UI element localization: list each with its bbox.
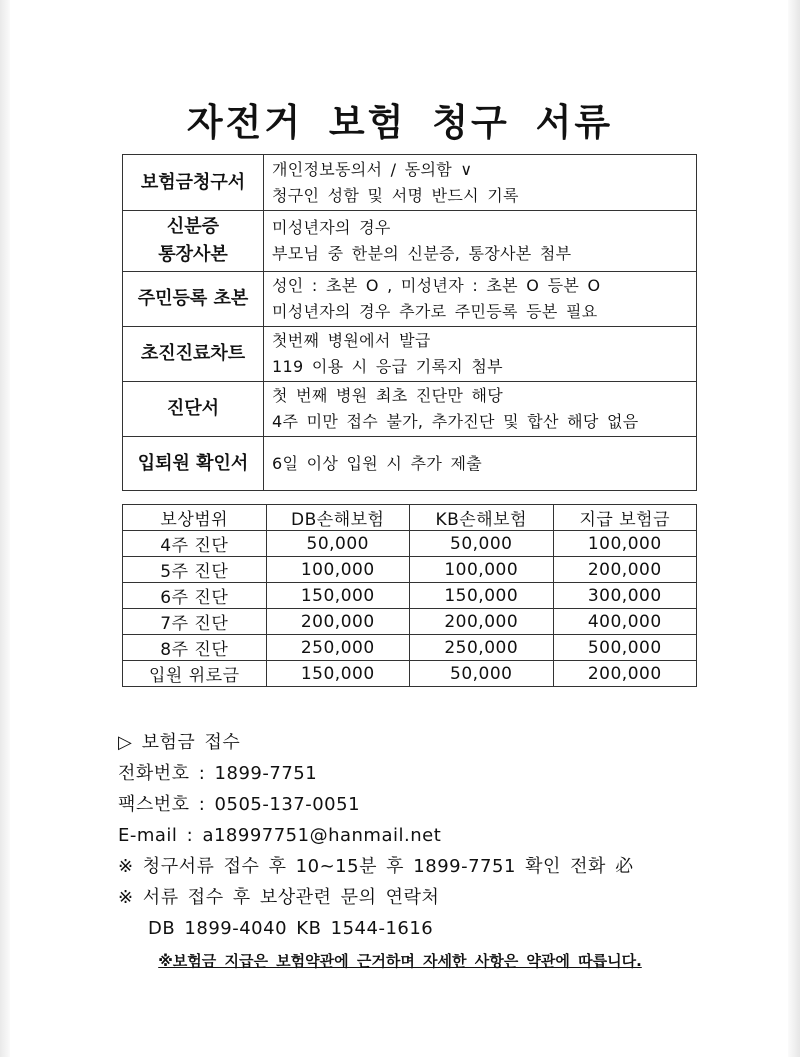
payout-header-cell: 지급 보험금 — [553, 505, 697, 531]
payout-cell: 200,000 — [266, 609, 410, 635]
payout-cell: 200,000 — [553, 557, 697, 583]
contact-heading: ▷ 보험금 접수 — [118, 732, 241, 753]
payout-cell: 500,000 — [553, 635, 697, 661]
document-description-line: 첫 번째 병원 최초 진단만 해당 — [272, 386, 504, 405]
document-label-line: 초진진료차트 — [140, 343, 246, 364]
payout-row — [123, 531, 697, 557]
document-description-line: 청구인 성함 및 서명 반드시 기록 — [272, 185, 519, 205]
document-label-line: 입퇴원 확인서 — [137, 452, 249, 474]
document-description-line: 6일 이상 입원 시 추가 제출 — [272, 453, 482, 473]
payout-row — [123, 609, 697, 635]
document-description — [264, 272, 697, 327]
payout-cell: 50,000 — [410, 531, 554, 557]
payout-row — [123, 557, 697, 583]
document-row — [123, 327, 697, 382]
document-label — [123, 437, 264, 491]
document-row — [123, 437, 697, 491]
document-label-line: 신분증 — [166, 216, 220, 237]
payout-cell: 400,000 — [553, 609, 697, 635]
document-description-line: 성인 : 초본 O , 미성년자 : 초본 O 등본 O — [272, 276, 601, 295]
payout-header-cell: KB손해보험 — [410, 505, 554, 531]
payout-cell: 200,000 — [410, 609, 554, 635]
payout-cell: 150,000 — [266, 583, 410, 609]
document-description — [264, 211, 697, 272]
payout-cell: 100,000 — [266, 557, 410, 583]
page-title: 자전거 보험 청구 서류 — [186, 101, 614, 144]
document-row — [123, 211, 697, 272]
payout-cell: 100,000 — [410, 557, 554, 583]
document-label — [123, 272, 264, 327]
payout-cell: 250,000 — [410, 635, 554, 661]
payout-cell: 7주 진단 — [123, 609, 267, 635]
phone-number: 전화번호 : 1899-7751 — [118, 763, 318, 784]
document-row — [123, 382, 697, 437]
document-label-line: 보험금청구서 — [140, 171, 246, 193]
terms-footnote: ※보험금 지급은 보험약관에 근거하며 자세한 사항은 약관에 따릅니다. — [158, 952, 642, 970]
document-description-line: 첫번째 병원에서 발급 — [272, 331, 431, 350]
payout-cell: 4주 진단 — [123, 531, 267, 557]
document-label-line: 통장사본 — [158, 244, 228, 265]
document-label — [123, 327, 264, 382]
payout-cell: 150,000 — [266, 661, 410, 687]
payout-cell: 100,000 — [553, 531, 697, 557]
document-description-line: 부모님 중 한분의 신분증, 통장사본 첨부 — [272, 244, 572, 263]
document-label — [123, 382, 264, 437]
document-description-line: 개인정보동의서 / 동의함 ∨ — [272, 159, 473, 179]
payout-cell: 5주 진단 — [123, 557, 267, 583]
document-description — [264, 437, 697, 491]
payout-row — [123, 661, 697, 687]
confirm-call-note: ※ 청구서류 접수 후 10~15분 후 1899-7751 확인 전화 必 — [118, 856, 634, 877]
document-label-line: 주민등록 초본 — [137, 288, 249, 309]
document-label-line: 진단서 — [166, 398, 220, 419]
payout-header-row — [123, 505, 697, 531]
document-description-line: 미성년자의 경우 — [272, 218, 391, 237]
document-description-line: 미성년자의 경우 추가로 주민등록 등본 필요 — [272, 302, 598, 321]
page-shadow-left — [0, 0, 10, 1057]
payout-row — [123, 583, 697, 609]
payout-cell: 150,000 — [410, 583, 554, 609]
payout-cell: 50,000 — [266, 531, 410, 557]
document-label — [123, 155, 264, 211]
payout-cell: 300,000 — [553, 583, 697, 609]
payout-cell: 50,000 — [410, 661, 554, 687]
inquiry-note: ※ 서류 접수 후 보상관련 문의 연락처 — [118, 887, 440, 908]
document-label — [123, 211, 264, 272]
payout-cell: 6주 진단 — [123, 583, 267, 609]
document-description — [264, 327, 697, 382]
document-description — [264, 155, 697, 211]
payout-cell: 250,000 — [266, 635, 410, 661]
document-row — [123, 155, 697, 211]
document-description — [264, 382, 697, 437]
document-row — [123, 272, 697, 327]
email-address: E-mail : a18997751@hanmail.net — [118, 825, 442, 846]
payout-cell: 입원 위로금 — [123, 661, 267, 687]
fax-number: 팩스번호 : 0505-137-0051 — [118, 794, 361, 815]
payout-header-cell: DB손해보험 — [266, 505, 410, 531]
document-description-line: 119 이용 시 응급 기록지 첨부 — [272, 357, 503, 376]
required-documents-table — [122, 154, 697, 491]
payout-cell: 8주 진단 — [123, 635, 267, 661]
inquiry-numbers: DB 1899-4040 KB 1544-1616 — [148, 918, 434, 939]
payout-header-cell: 보상범위 — [123, 505, 267, 531]
document-description-line: 4주 미만 접수 불가, 추가진단 및 합산 해당 없음 — [272, 412, 639, 431]
page-shadow-right — [788, 0, 800, 1057]
contact-section — [118, 727, 738, 944]
payout-cell: 200,000 — [553, 661, 697, 687]
payout-table — [122, 504, 697, 687]
payout-row — [123, 635, 697, 661]
